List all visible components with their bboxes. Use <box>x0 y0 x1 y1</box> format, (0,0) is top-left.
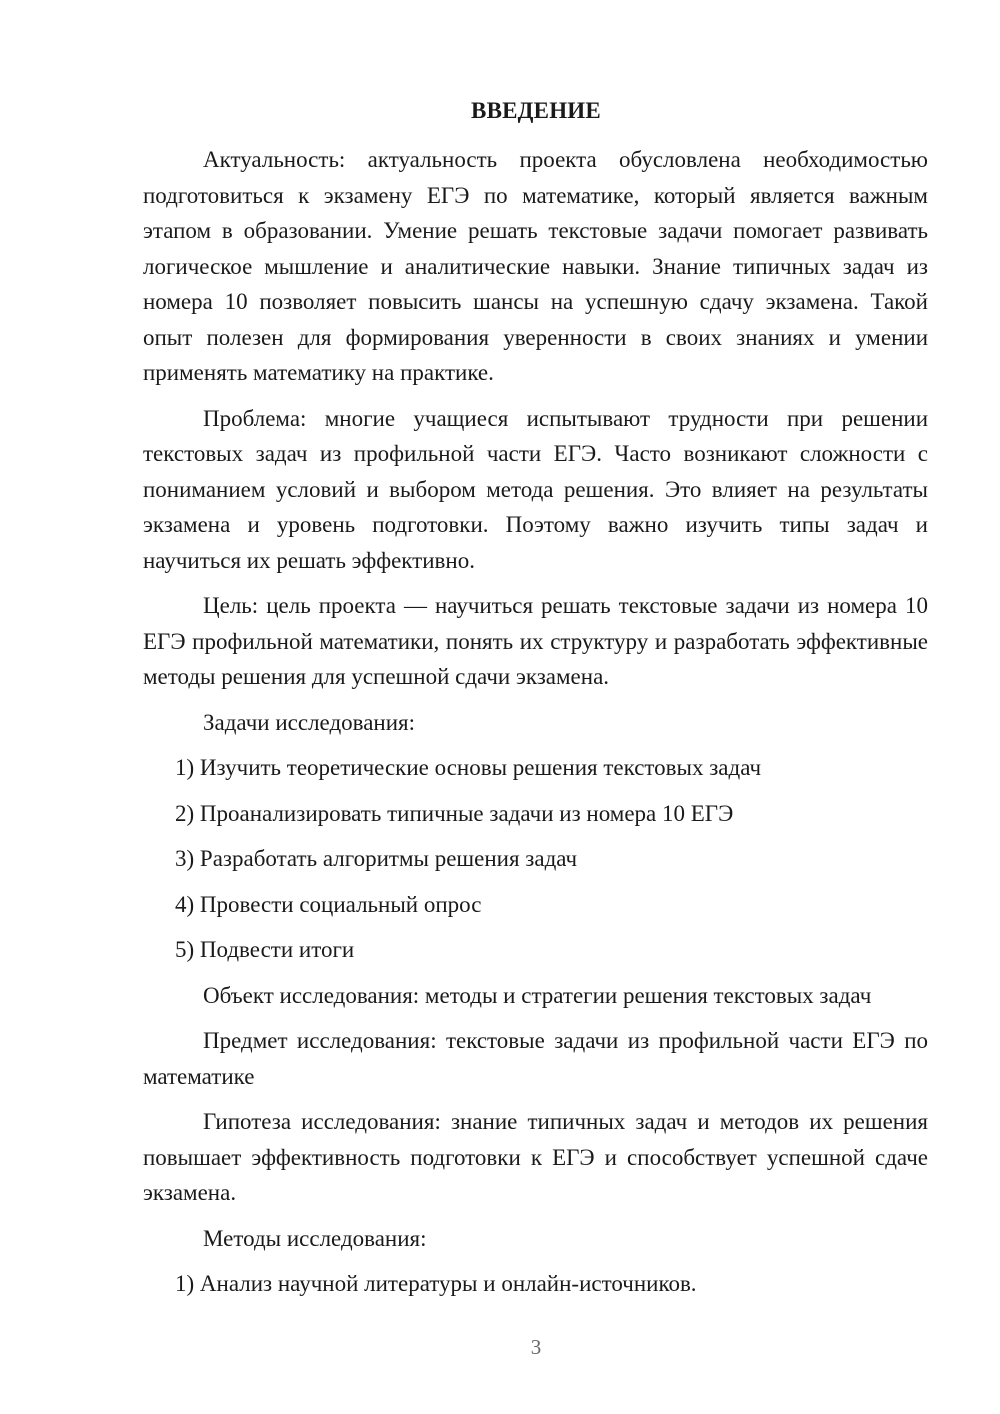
list-item-method-1: 1) Анализ научной литературы и онлайн-источников. <box>175 1271 697 1296</box>
paragraph-goal: Цель: цель проекта — научиться решать текстовые задачи из номера 10 ЕГЭ профильной математики, понять их структуру и разработать эффективные методы решения для успешной сдачи экзамена. <box>143 593 928 689</box>
list-item-task-4: 4) Провести социальный опрос <box>175 891 482 917</box>
body-text <box>143 142 928 1312</box>
paragraph-subject: Предмет исследования: текстовые задачи из профильной части ЕГЭ по математике <box>143 1028 928 1089</box>
list-item-task-2: 2) Проанализировать типичные задачи из номера 10 ЕГЭ <box>175 800 734 826</box>
paragraph-hypothesis: Гипотеза исследования: знание типичных задач и методов их решения повышает эффективность подготовки к ЕГЭ и способствует успешной сдаче экзамена. <box>143 1109 928 1205</box>
list-item-task-5: 5) Подвести итоги <box>175 937 355 962</box>
page-number: 3 <box>530 1335 542 1359</box>
list-item-task-3: 3) Разработать алгоритмы решения задач <box>175 846 578 871</box>
paragraph-relevance: Актуальность: актуальность проекта обусловлена необходимостью подготовиться к экзамену ЕГЭ по математике, который является важным этапом в образовании. Умение решать текстовые задачи помогает развивать логическое мышление и аналитические навыки. Знание типичных задач из номера 10 позволяет повысить шансы на успешную сдачу экзамена. Такой опыт полезен для формирования уверенности в своих знаниях и умении применять математику на практике. <box>143 147 928 385</box>
paragraph-object: Объект исследования: методы и стратегии решения текстовых задач <box>203 982 872 1008</box>
tasks-heading: Задачи исследования: <box>203 709 416 735</box>
section-title: ВВЕДЕНИЕ <box>471 98 601 123</box>
list-item-task-1: 1) Изучить теоретические основы решения текстовых задач <box>175 755 762 780</box>
methods-heading: Методы исследования: <box>203 1225 427 1251</box>
paragraph-problem: Проблема: многие учащиеся испытывают трудности при решении текстовых задач из профильной части ЕГЭ. Часто возникают сложности с пониманием условий и выбором метода решения. Это влияет на результаты экзамена и уровень подготовки. Поэтому важно изучить типы задач и научиться их решать эффективно. <box>143 405 928 573</box>
